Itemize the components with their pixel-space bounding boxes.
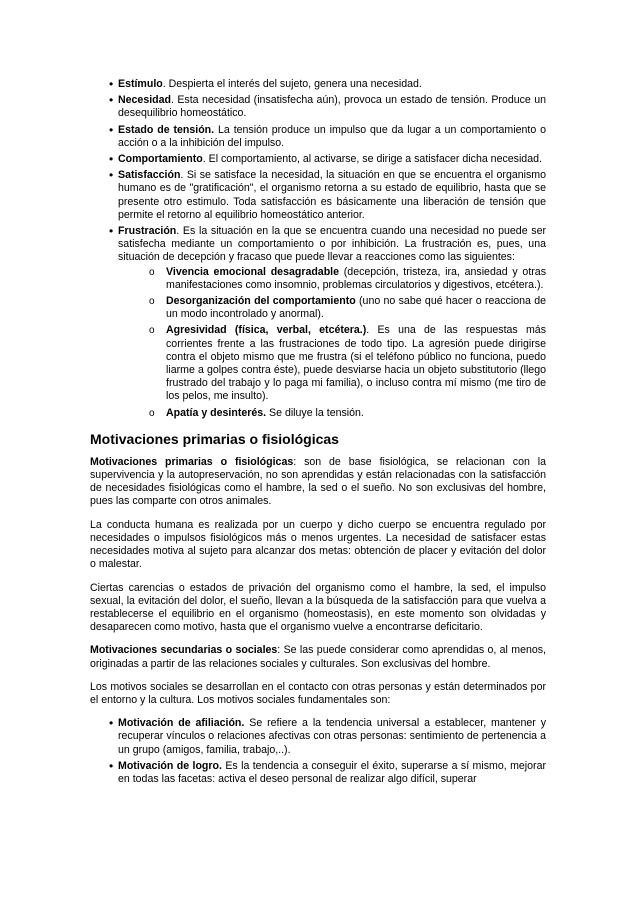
document-page [90, 78, 546, 789]
paragraph-body: La conducta humana es realizada por un cuerpo y dicho cuerpo se encuentra regulado por necesidades o impulsos fisiológicos más o menos urgentes. La necesidad de satisfacer estas necesidades motiva al sujeto para alcanzar dos metas: obtención de placer y evitación del dolor o malestar. [90, 518, 546, 571]
list-item: • Motivación de logro. Es la tendencia a conseguir el éxito, superarse a sí mismo, mejorar en todas las facetas: activa el deseo personal de realizar algo difícil, superar [90, 760, 546, 786]
paragraph-body: Los motivos sociales se desarrollan en el contacto con otras personas y están determinados por el entorno y la cultura. Los motivos sociales fundamentales son: [90, 680, 546, 706]
list-item: • Frustración. Es la situación en la que se encuentra cuando una necesidad no puede ser satisfecha mediante un comportamiento o por inhibición. La frustración es, pues, una situación de decepción y fracaso que puede llevar a reacciones como las siguientes: o Vivencia emocional desagradable (decepción, tristeza, ira, ansiedad y otras manifestaciones como insomnio, problemas circulatorios y digestivos, etcétera.). o Desorganización del comportamiento (uno no sabe qué hacer o reacciona de un modo incontrolado y anormal). o Agresividad (física, verbal, etcétera.). Es una de las respuestas más corrientes frente a las frustraciones de todo tipo. La agresión puede dirigirse contra el objeto mismo que me frustra (si el teléfono público no funciona, puedo liarme a golpes contra éste), puede desviarse hacia un objeto substitutorio (llego frustrado del trabajo y lo paga mi familia), o incluso contra mí mismo (me tiro de los pelos, me insulto). o Apatía y desinterés. Se diluye la tensión. [90, 225, 546, 420]
sub-list-item: o Apatía y desinterés. Se diluye la tensión. [118, 407, 546, 420]
section-heading: Motivaciones primarias o fisiológicas [90, 430, 339, 447]
list-item: • Estímulo. Despierta el interés del sujeto, genera una necesidad. [90, 78, 546, 91]
list-item: • Comportamiento. El comportamiento, al activarse, se dirige a satisfacer dicha necesidad. [90, 153, 546, 166]
list-item: • Estado de tensión. La tensión produce un impulso que da lugar a un comportamiento o acción o a la inhibición del impulso. [90, 124, 546, 150]
social-motives-list [90, 717, 546, 786]
paragraph-body: Ciertas carencias o estados de privación del organismo como el hambre, la sed, el impulso sexual, la evitación del dolor, el sueño, llevan a la búsqueda de la satisfacción para que vuelva a restablecerse el equilibrio en el organismo (homeostasis), en este momento son olvidadas y desaparecen como motivo, hasta que el organismo vuelve a encontrarse deficitario. [90, 581, 546, 634]
sub-list-item: o Agresividad (física, verbal, etcétera.). Es una de las respuestas más corrientes frente a las frustraciones de todo tipo. La agresión puede dirigirse contra el objeto mismo que me frustra (si el teléfono público no funciona, puedo liarme a golpes contra éste), puede desviarse hacia un objeto substitutorio (llego frustrado del trabajo y lo paga mi familia), o incluso contra mí mismo (me tiro de los pelos, me insulto). [118, 324, 546, 403]
motivation-cycle-list [90, 78, 546, 420]
list-item: • Satisfacción. Si se satisface la necesidad, la situación en que se encuentra el organismo humano es de "gratificación", el organismo retorna a su estado de equilibrio, hasta que se presente otro estimulo. Toda satisfacción es básicamente una liberación de tensión que permite el retorno al equilibrio homeostático anterior. [90, 169, 546, 222]
sub-list-item: o Desorganización del comportamiento (uno no sabe qué hacer o reacciona de un modo incontrolado y anormal). [118, 295, 546, 321]
list-item: • Necesidad. Esta necesidad (insatisfecha aún), provoca un estado de tensión. Produce un desequilibrio homeostático. [90, 94, 546, 120]
paragraph-secondary-definition: Motivaciones secundarias o sociales: Se las puede considerar como aprendidas o, al menos, originadas a partir de las relaciones sociales y culturales. Son exclusivas del hombre. [90, 644, 546, 670]
list-item: • Motivación de afiliación. Se refiere a la tendencia universal a establecer, mantener y recuperar vínculos o relaciones afectivas con otras personas: sentimiento de pertenencia a un grupo (amigos, familia, trabajo,..). [90, 717, 546, 757]
sub-list-item: o Vivencia emocional desagradable (decepción, tristeza, ira, ansiedad y otras manifestaciones como insomnio, problemas circulatorios y digestivos, etcétera.). [118, 266, 546, 292]
frustration-reactions-list [118, 266, 546, 420]
paragraph-primary-definition: Motivaciones primarias o fisiológicas: son de base fisiológica, se relacionan con la supervivencia y la autopreservación, no son aprendidas y están relacionadas con la satisfacción de necesidades fisiológicas como el hambre, la sed o el sueño. No son exclusivas del hombre, pues las comparte con otros animales. [90, 455, 546, 508]
